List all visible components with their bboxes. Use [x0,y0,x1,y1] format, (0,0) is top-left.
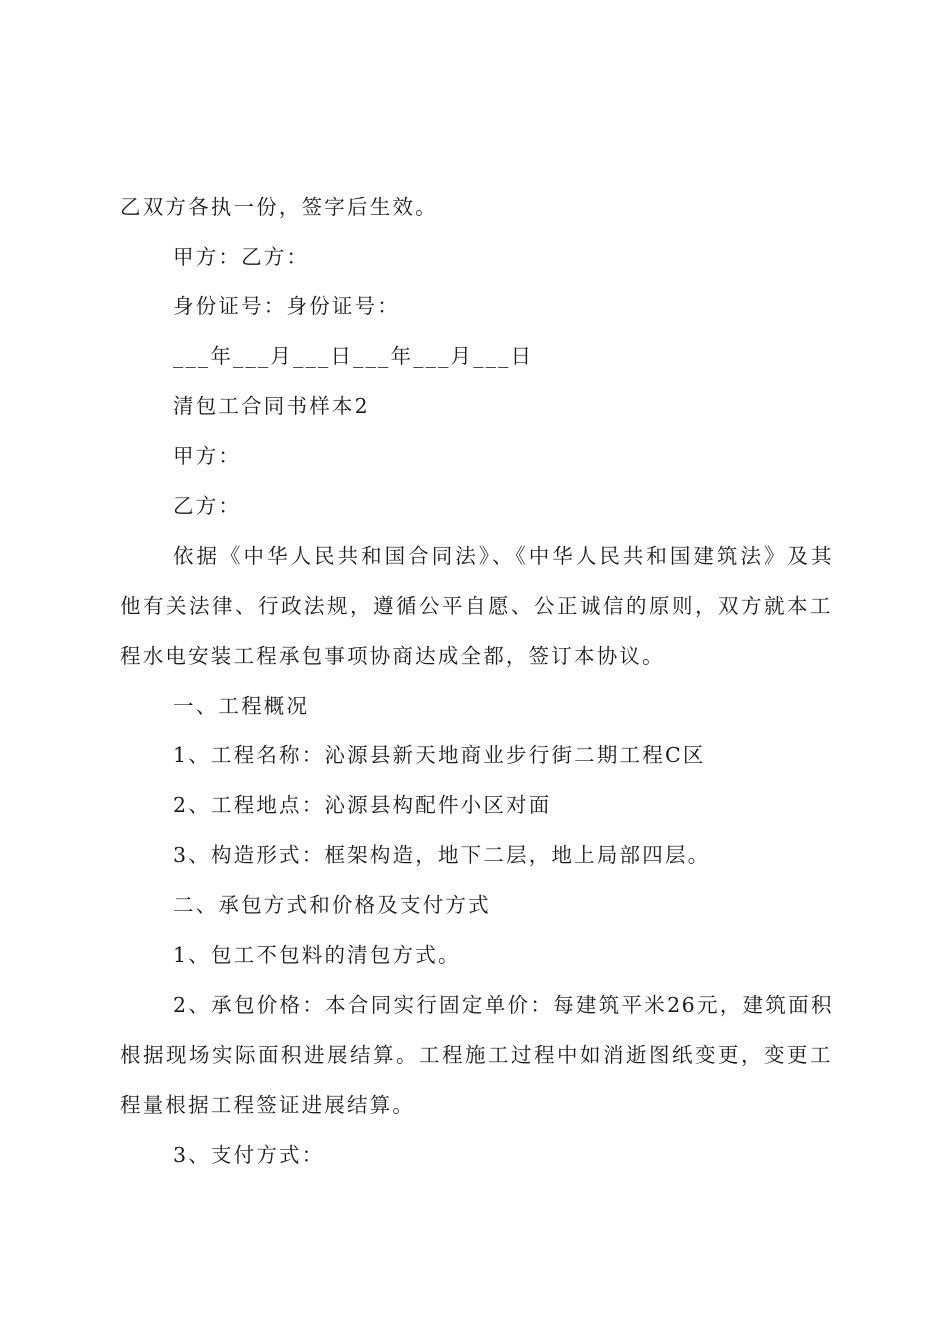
text-line: 程量根据工程签证进展结算。 [120,1093,416,1117]
text-line: 2、工程地点：沁源县构配件小区对面 [173,793,552,817]
section-title: 清包工合同书样本2 [173,394,370,418]
text-line: 他有关法律、行政法规，遵循公平自愿、公正诚信的原则，双方就本工 [120,594,832,618]
text-line: 乙双方各执一份，签字后生效。 [120,195,438,219]
text-line: 3、支付方式： [173,1143,325,1167]
text-line: 二、承包方式和价格及支付方式 [173,893,491,917]
text-line: ___年___月___日___年___月___日 [173,344,534,368]
text-line: 根据现场实际面积进展结算。工程施工过程中如消逝图纸变更，变更工 [120,1043,832,1067]
text-line: 乙方： [173,494,242,518]
text-line: 3、构造形式：框架构造，地下二层，地上局部四层。 [173,843,711,867]
text-line: 甲方：乙方： [173,245,310,269]
text-line: 身份证号：身份证号： [173,294,400,318]
text-line: 1、包工不包料的清包方式。 [173,943,461,967]
text-line: 甲方： [173,444,242,468]
text-line: 1、工程名称：沁源县新天地商业步行街二期工程C区 [173,743,706,767]
text-line: 程水电安装工程承包事项协商达成全都，签订本协议。 [120,644,665,668]
text-line: 依据《中华人民共和国合同法》、《中华人民共和国建筑法》及其 [173,544,833,568]
text-line: 一、工程概况 [173,694,310,718]
text-line: 2、承包价格：本合同实行固定单价：每建筑平米26元，建筑面积 [173,993,833,1017]
